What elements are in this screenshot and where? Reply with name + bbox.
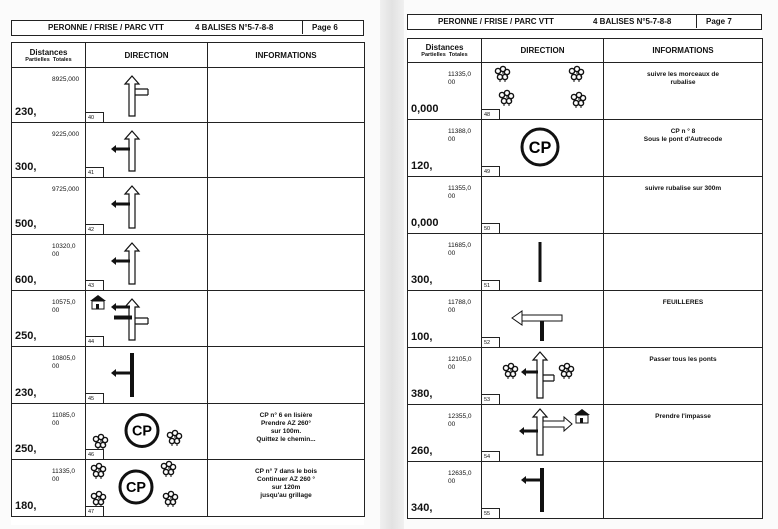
route-title: PERONNE / FRISE / PARC VTT [48, 23, 164, 32]
information-cell [604, 63, 763, 120]
table-row [408, 405, 763, 462]
information-cell [208, 347, 365, 404]
information-text: CP n° 7 dans le bois Continuer AZ 260 ° sur 120m jusqu'au grillage [254, 468, 318, 499]
table-row [408, 63, 763, 120]
partial-distance: 260, [411, 445, 433, 457]
distance-cell [408, 63, 482, 120]
direction-cell [86, 68, 208, 123]
total-distance: 8925,000 [52, 76, 80, 83]
direction-cell [86, 460, 208, 517]
distances-header: Distances Partielles Totales [408, 39, 482, 63]
distance-cell [12, 404, 86, 460]
information-cell [604, 234, 763, 291]
direction-diagram-icon [86, 235, 206, 288]
information-cell [604, 348, 763, 405]
table-row [408, 291, 763, 348]
direction-diagram-icon [482, 120, 602, 174]
direction-cell [86, 178, 208, 235]
partial-distance: 100, [411, 331, 433, 343]
total-distance: 12635,0 00 [448, 470, 472, 485]
partial-distance: 380, [411, 388, 433, 400]
direction-diagram-icon [86, 68, 206, 120]
balises-label: 4 BALISES N°5-7-8-8 [593, 17, 672, 26]
direction-diagram-icon [482, 177, 602, 231]
direction-diagram-icon [482, 348, 602, 402]
distance-cell [12, 235, 86, 291]
direction-cell [482, 462, 604, 519]
direction-cell [482, 120, 604, 177]
table-row [12, 404, 365, 460]
direction-diagram-icon [482, 234, 602, 288]
waypoint-number: 40 [86, 112, 104, 122]
direction-cell [482, 291, 604, 348]
table-row [408, 348, 763, 405]
distance-cell [408, 120, 482, 177]
information-text [604, 234, 762, 242]
information-cell [604, 177, 763, 234]
table-row [408, 177, 763, 234]
total-distance: 10575,0 00 [52, 299, 76, 314]
partial-distance: 180, [15, 500, 37, 512]
table-row [408, 120, 763, 177]
route-title: PERONNE / FRISE / PARC VTT [438, 17, 554, 26]
total-distance: 10320,0 00 [52, 243, 76, 258]
left-page-header [11, 20, 364, 36]
waypoint-number: 51 [482, 280, 500, 290]
book-gutter [380, 0, 404, 529]
information-text: CP n° 6 en lisière Prendre AZ 260° sur 100m. Quittez le chemin... [256, 412, 316, 443]
total-distance: 11388,0 00 [448, 128, 472, 143]
direction-diagram-icon [86, 404, 206, 457]
total-distance: 12355,0 00 [448, 413, 472, 428]
direction-diagram-icon [86, 291, 206, 344]
distance-cell [12, 178, 86, 235]
left-page [11, 20, 364, 525]
distance-cell [12, 291, 86, 347]
partial-distance: 300, [15, 161, 37, 173]
direction-cell [482, 234, 604, 291]
total-distance: 11355,0 00 [448, 185, 472, 200]
waypoint-number: 42 [86, 224, 104, 234]
direction-diagram-icon [482, 405, 602, 459]
information-cell [604, 120, 763, 177]
table-row [12, 291, 365, 347]
direction-cell [86, 291, 208, 347]
partial-distance: 230, [15, 387, 37, 399]
total-distance: 9725,000 [52, 186, 80, 193]
information-text: suivre rubalise sur 300m [644, 185, 722, 192]
information-cell [604, 405, 763, 462]
partial-distance: 250, [15, 443, 37, 455]
information-cell [208, 235, 365, 291]
waypoint-number: 46 [86, 449, 104, 459]
waypoint-number: 55 [482, 508, 500, 518]
distance-cell [408, 462, 482, 519]
distance-cell [408, 291, 482, 348]
partial-distance: 340, [411, 502, 433, 514]
information-cell [208, 404, 365, 460]
right-page-header [407, 14, 762, 30]
direction-cell [482, 63, 604, 120]
partial-distance: 250, [15, 330, 37, 342]
direction-diagram-icon [86, 460, 206, 514]
table-row [12, 123, 365, 178]
svg-text:CP: CP [132, 423, 152, 440]
total-distance: 10805,0 00 [52, 355, 76, 370]
page-number: Page 7 [706, 17, 732, 26]
table-row [12, 347, 365, 404]
direction-header: DIRECTION [86, 43, 208, 68]
right-page [407, 14, 762, 519]
partial-distance: 230, [15, 106, 37, 118]
direction-diagram-icon [482, 63, 602, 117]
information-cell [208, 178, 365, 235]
waypoint-number: 52 [482, 337, 500, 347]
partial-distance: 0,000 [411, 103, 439, 115]
direction-cell [86, 235, 208, 291]
distance-cell [12, 460, 86, 517]
distance-cell [408, 177, 482, 234]
waypoint-number: 49 [482, 166, 500, 176]
informations-header: INFORMATIONS [208, 43, 365, 68]
direction-diagram-icon [86, 347, 206, 401]
direction-cell [482, 348, 604, 405]
information-cell [208, 68, 365, 123]
distance-cell [408, 405, 482, 462]
total-distance: 11335,0 00 [448, 71, 472, 86]
information-text [208, 123, 364, 131]
table-row [408, 234, 763, 291]
information-text [208, 178, 364, 186]
information-cell [604, 462, 763, 519]
total-distance: 11788,0 00 [448, 299, 472, 314]
total-distance: 11685,0 00 [448, 242, 472, 257]
table-row [12, 460, 365, 517]
table-row [408, 462, 763, 519]
information-text [208, 347, 364, 355]
total-distance: 12105,0 00 [448, 356, 472, 371]
information-text [208, 68, 364, 76]
information-text [604, 462, 762, 470]
waypoint-number: 45 [86, 393, 104, 403]
table-row [12, 235, 365, 291]
information-text: Prendre l'impasse [655, 413, 711, 420]
information-cell [208, 460, 365, 517]
balises-label: 4 BALISES N°5-7-8-8 [195, 23, 274, 32]
partial-distance: 600, [15, 274, 37, 286]
waypoint-number: 47 [86, 506, 104, 516]
partial-distance: 300, [411, 274, 433, 286]
distance-cell [12, 123, 86, 178]
partial-distance: 120, [411, 160, 433, 172]
distance-cell [408, 234, 482, 291]
direction-cell [86, 404, 208, 460]
waypoint-number: 43 [86, 280, 104, 290]
direction-cell [482, 405, 604, 462]
direction-cell [482, 177, 604, 234]
distance-cell [408, 348, 482, 405]
table-row [12, 178, 365, 235]
informations-header: INFORMATIONS [604, 39, 763, 63]
waypoint-number: 53 [482, 394, 500, 404]
information-text: suivre les morceaux de rubalise [647, 71, 719, 86]
total-distance: 9225,000 [52, 131, 80, 138]
waypoint-number: 48 [482, 109, 500, 119]
waypoint-number: 50 [482, 223, 500, 233]
information-text: Passer tous les ponts [649, 356, 717, 363]
waypoint-number: 54 [482, 451, 500, 461]
information-text [208, 235, 364, 243]
information-text [208, 291, 364, 299]
information-cell [604, 291, 763, 348]
svg-text:CP: CP [126, 480, 146, 497]
direction-diagram-icon [86, 123, 206, 175]
information-text: CP n ° 8 Sous le pont d'Autrecode [643, 128, 723, 143]
partial-distance: 500, [15, 218, 37, 230]
distance-cell [12, 68, 86, 123]
total-distance: 11335,0 00 [52, 468, 76, 483]
distances-header: Distances Partielles Totales [12, 43, 86, 68]
direction-diagram-icon [482, 462, 602, 516]
direction-cell [86, 123, 208, 178]
table-row [12, 68, 365, 123]
information-text: FEUILLERES [662, 299, 704, 306]
direction-diagram-icon [482, 291, 602, 345]
direction-diagram-icon [86, 178, 206, 232]
waypoint-number: 44 [86, 336, 104, 346]
roadbook-table-right [407, 38, 763, 519]
roadbook-table-left [11, 42, 365, 517]
partial-distance: 0,000 [411, 217, 439, 229]
direction-header: DIRECTION [482, 39, 604, 63]
total-distance: 11085,0 00 [52, 412, 76, 427]
direction-cell [86, 347, 208, 404]
distance-cell [12, 347, 86, 404]
waypoint-number: 41 [86, 167, 104, 177]
page-number: Page 6 [312, 23, 338, 32]
svg-text:CP: CP [528, 138, 552, 157]
information-cell [208, 123, 365, 178]
information-cell [208, 291, 365, 347]
